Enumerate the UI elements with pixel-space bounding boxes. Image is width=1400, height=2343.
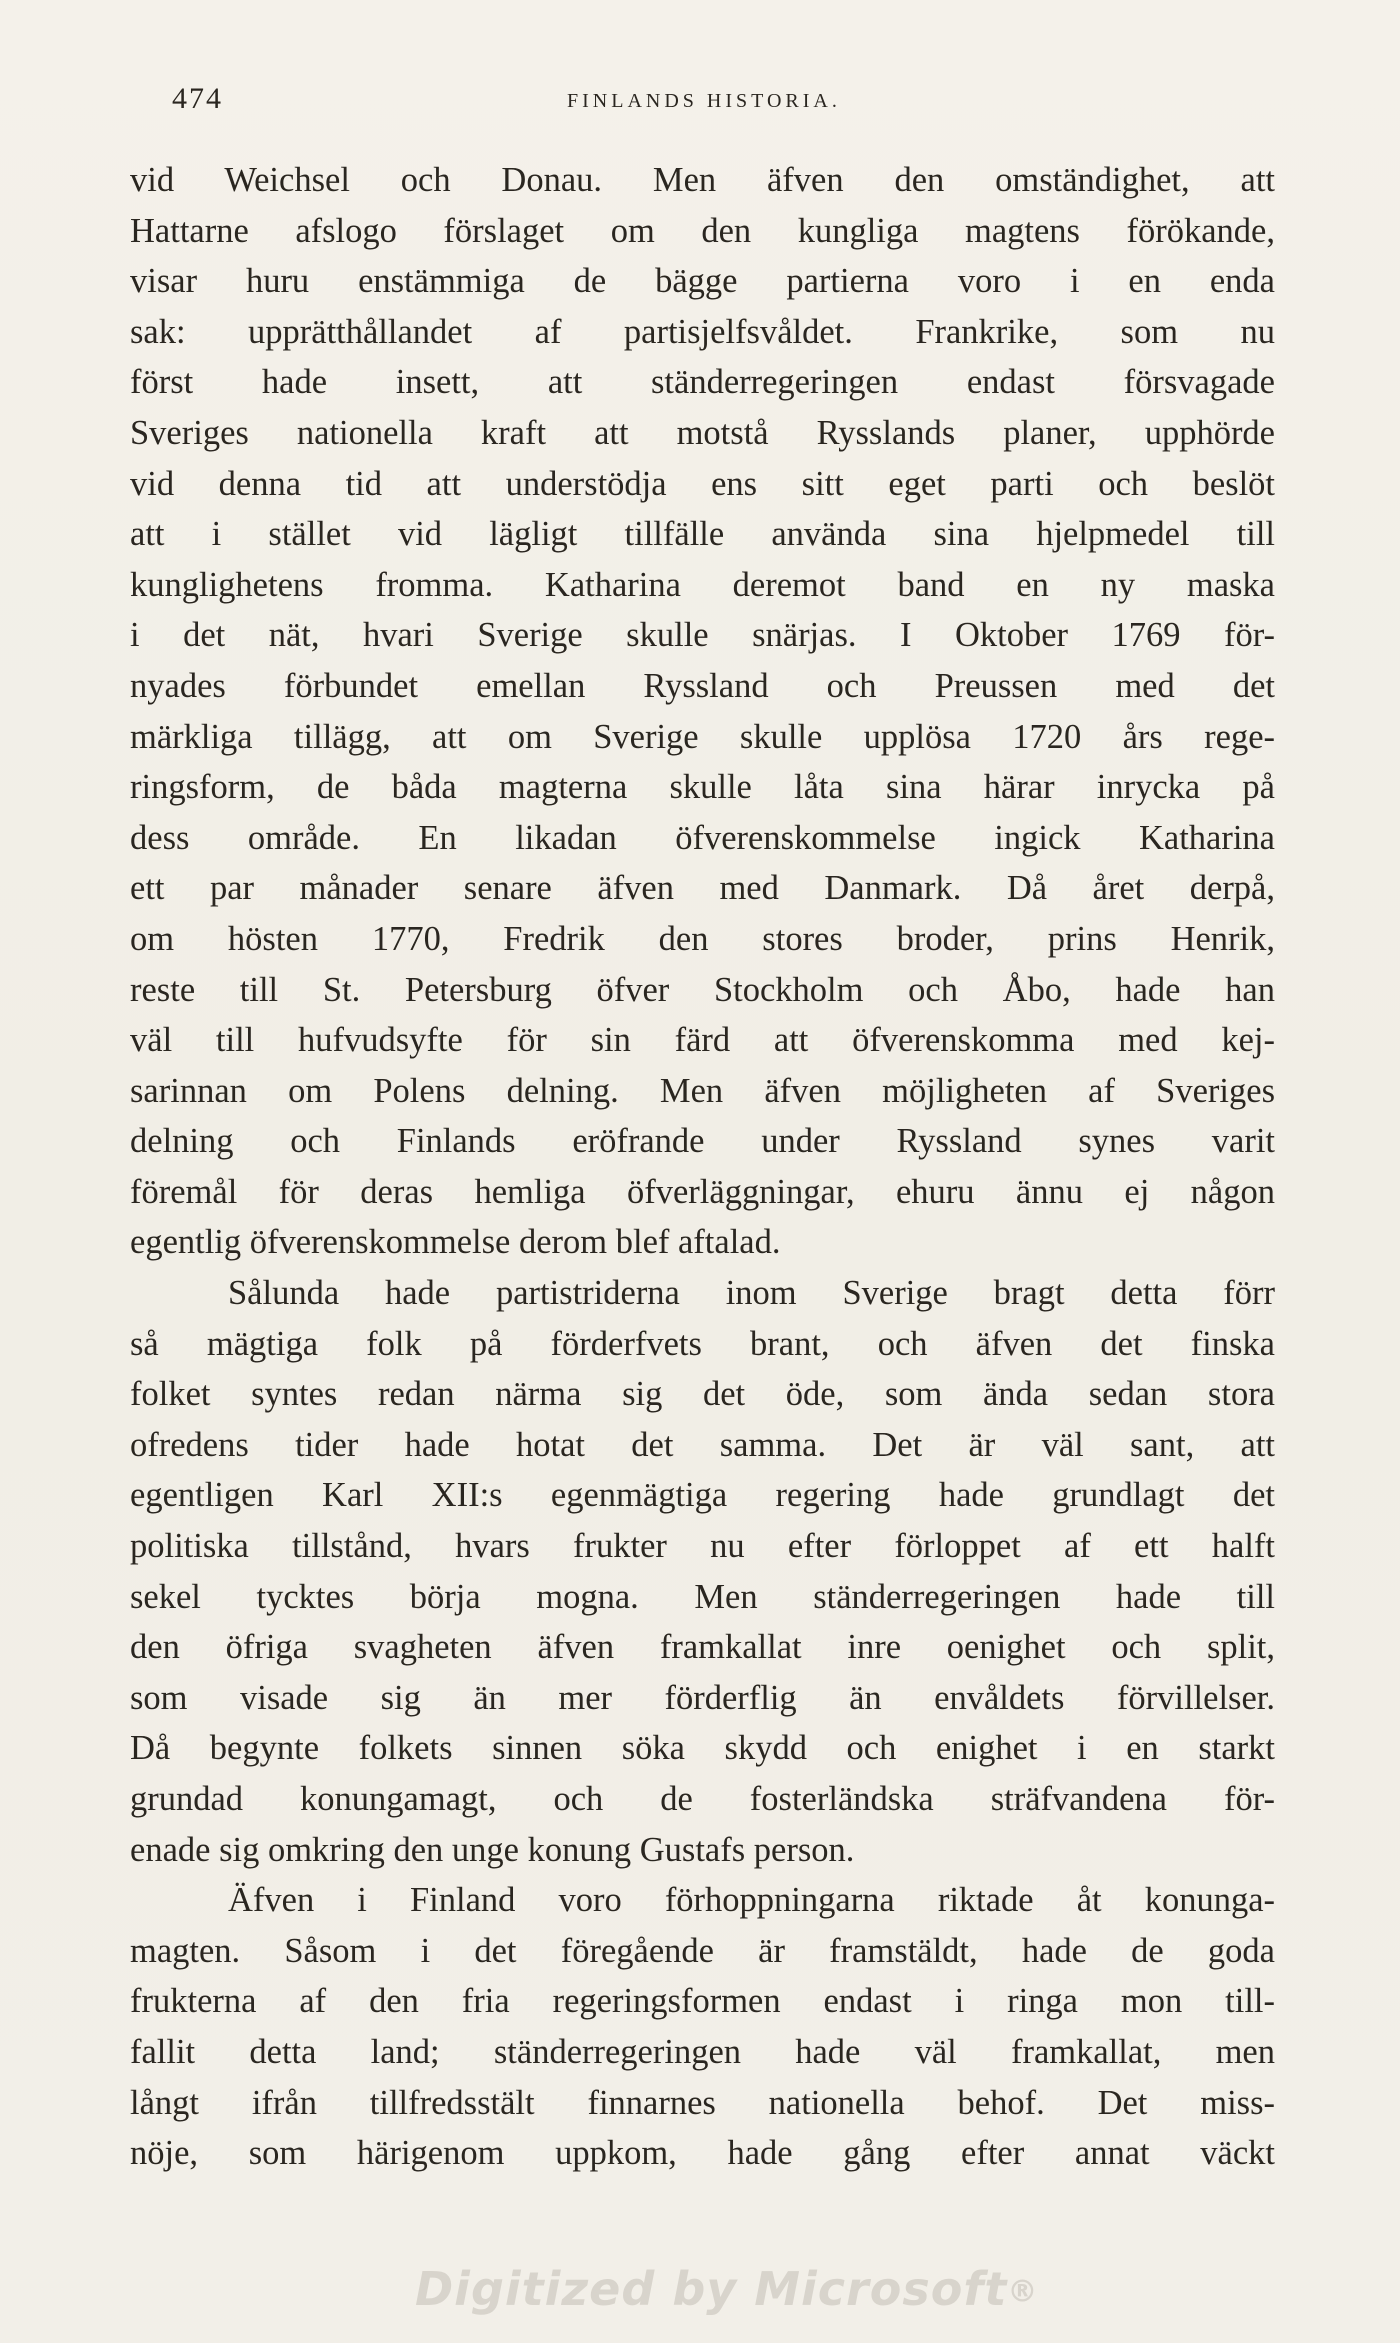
text-line: ofredens tider hade hotat det samma. Det är väl sant, att — [130, 1425, 1275, 1464]
text-line: långt ifrån tillfredsstält finnarnes nationella behof. Det miss- — [130, 2083, 1275, 2122]
text-line: föremål för deras hemliga öfverläggningar, ehuru ännu ej någon — [130, 1172, 1275, 1211]
text-line: som visade sig än mer förderflig än envåldets förvillelser. — [130, 1678, 1275, 1717]
text-line: vid Weichsel och Donau. Men äfven den omständighet, att — [130, 161, 1275, 199]
text-line: egentlig öfverenskommelse derom blef aftalad. — [130, 1223, 781, 1262]
text-line: egentligen Karl XII:s egenmägtiga regering hade grundlagt det — [130, 1476, 1275, 1515]
text-line: dess område. En likadan öfverenskommelse ingick Katharina — [130, 818, 1275, 857]
text-line: vid denna tid att understödja ens sitt eget parti och beslöt — [130, 464, 1275, 503]
text-line: magten. Såsom i det föregående är framstäldt, hade de goda — [130, 1931, 1275, 1970]
text-line: sarinnan om Polens delning. Men äfven möjligheten af Sveriges — [130, 1071, 1275, 1110]
text-line: Hattarne afslogo förslaget om den kungliga magtens förökande, — [130, 211, 1275, 250]
text-line: att i stället vid lägligt tillfälle använda sina hjelpmedel till — [130, 515, 1275, 554]
body-text — [130, 155, 1275, 2179]
text-line: fallit detta land; ständerregeringen hade väl framkallat, men — [130, 2032, 1275, 2071]
text-line: väl till hufvudsyfte för sin färd att öfverenskomma med kej- — [130, 1021, 1275, 1060]
text-line: Sveriges nationella kraft att motstå Rysslands planer, upphörde — [130, 413, 1275, 452]
running-title: FINLANDS HISTORIA. — [567, 90, 841, 112]
page-header — [172, 82, 1272, 122]
text-line: folket syntes redan närma sig det öde, som ända sedan stora — [130, 1375, 1275, 1414]
text-line: visar huru enstämmiga de bägge partierna voro i en enda — [130, 262, 1275, 301]
text-line: enade sig omkring den unge konung Gustafs person. — [130, 1830, 855, 1869]
text-line: frukterna af den fria regeringsformen endast i ringa mon till- — [130, 1982, 1275, 2021]
text-line: ringsform, de båda magterna skulle låta sina härar inrycka på — [130, 768, 1275, 807]
text-line: om hösten 1770, Fredrik den stores broder, prins Henrik, — [130, 919, 1275, 958]
text-line: märkliga tillägg, att om Sverige skulle upplösa 1720 års rege- — [130, 717, 1275, 756]
page-number: 474 — [172, 82, 223, 115]
text-line: nöje, som härigenom uppkom, hade gång efter annat väckt — [130, 2134, 1275, 2173]
text-line: den öfriga svagheten äfven framkallat inre oenighet och split, — [130, 1628, 1275, 1667]
text-line: sak: upprätthållandet af partisjelfsvåldet. Frankrike, som nu — [130, 312, 1275, 351]
text-line: ett par månader senare äfven med Danmark. Då året derpå, — [130, 869, 1275, 908]
text-line: grundad konungamagt, och de fosterländska sträfvandena för- — [130, 1780, 1275, 1818]
watermark-text: Digitized by Microsoft — [415, 2262, 1008, 2316]
watermark — [415, 2262, 1039, 2316]
text-line: reste till St. Petersburg öfver Stockholm och Åbo, hade han — [130, 970, 1275, 1009]
text-line: Äfven i Finland voro förhoppningarna riktade åt konunga- — [228, 1881, 1275, 1920]
text-line: så mägtiga folk på förderfvets brant, och äfven det finska — [130, 1324, 1275, 1363]
text-line: politiska tillstånd, hvars frukter nu efter förloppet af ett halft — [130, 1527, 1275, 1566]
text-line: delning och Finlands eröfrande under Ryssland synes varit — [130, 1122, 1275, 1161]
text-line: nyades förbundet emellan Ryssland och Preussen med det — [130, 666, 1275, 705]
text-line: Sålunda hade partistriderna inom Sverige bragt detta förr — [228, 1274, 1275, 1313]
registered-symbol: ® — [1007, 2274, 1039, 2310]
text-line: sekel tycktes börja mogna. Men ständerregeringen hade till — [130, 1577, 1275, 1616]
text-line: i det nät, hvari Sverige skulle snärjas. I Oktober 1769 för- — [130, 616, 1275, 655]
text-line: kunglighetens fromma. Katharina deremot band en ny maska — [130, 565, 1275, 604]
text-line: först hade insett, att ständerregeringen endast försvagade — [130, 363, 1275, 402]
text-line: Då begynte folkets sinnen söka skydd och enighet i en starkt — [130, 1729, 1275, 1768]
